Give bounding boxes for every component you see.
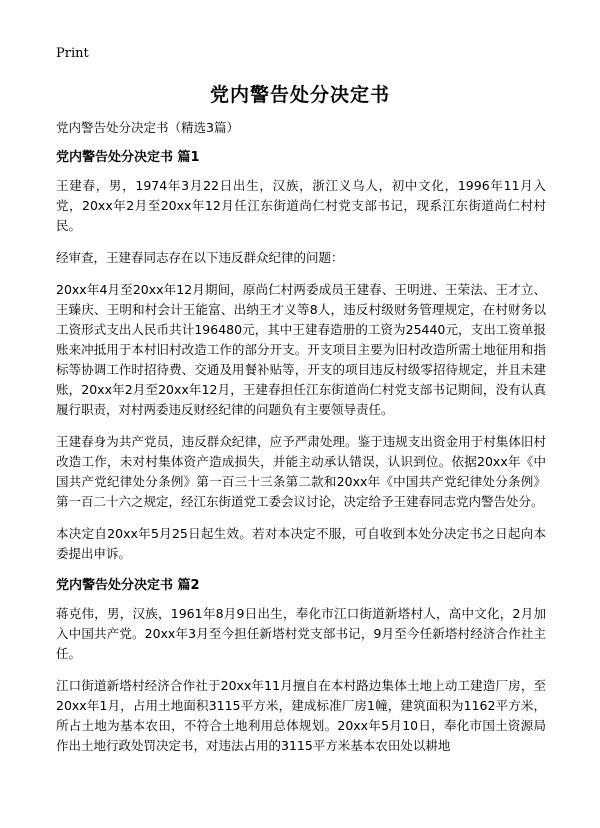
section-heading: 党内警告处分决定书 篇1 [56,150,200,165]
paragraph: 经审查，王建春同志存在以下违反群众纪律的问题： [56,250,344,265]
section-2 [56,576,546,756]
paragraph: 蒋克伟，男，汉族，1961年8月9日出生，奉化市江口街道新塔村人，高中文化，2月加入中国共产党。20xx年3月至今担任新塔村党支部书记，9月至今任新塔村经济合作社主任。 [56,606,546,661]
print-label: Print [56,46,89,61]
document-title: 党内警告处分决定书 [209,84,390,106]
paragraph: 本决定自20xx年5月25日起生效。若对本决定不服，可自收到本处分决定书之日起向本委提出申诉。 [56,526,546,561]
paragraph: 王建春，男，1974年3月22日出生，汉族，浙江义乌人，初中文化，1996年11月入党，20xx年2月至20xx年12月任江东街道尚仁村党支部书记，现系江东街道尚仁村村民。 [56,178,546,233]
section-heading: 党内警告处分决定书 篇2 [56,578,200,593]
paragraph: 王建春身为共产党员，违反群众纪律，应予严肃处理。鉴于违规支出资金用于村集体旧村改造工作，未对村集体资产造成损失，并能主动承认错误，认识到位。依据20xx年《中国共产党纪律处分条例》第一百三十三条第二款和20xx年《中国共产党纪律处分条例》第一百二十六之规定，经江东街道党工委会议讨论，决定给予王建春同志党内警告处分。 [56,434,546,509]
paragraph: 江口街道新塔村经济合作社于20xx年11月擅自在本村路边集体土地上动工建造厂房，至20xx年1月，占用土地面积3115平方米，建成标准厂房1幢，建筑面积为1162平方米，所占土地为基本农田，不符合土地利用总体规划。20xx年5月10日，奉化市国土资源局作出土地行政处罚决定书，对违法占用的3115平方米基本农田处以耕地 [56,678,546,753]
section-1 [56,148,546,564]
document-body [56,118,546,768]
document-subtitle: 党内警告处分决定书（精选3篇） [56,120,239,135]
paragraph: 20xx年4月至20xx年12月期间，原尚仁村两委成员王建春、王明进、王荣法、王才立、王臻庆、王明和村会计王能富、出纳王才义等8人，违反村级财务管理规定，在村财务以工资形式支出人民币共计196480元，其中王建春造册的工资为25440元，支出工资单报账来冲抵用于本村旧村改造工作的部分开支。开支项目主要为旧村改造所需土地征用和指标等协调工作时招待费、交通及用餐补贴等，开支的项目违反村级零招待规定，并且未建账，20xx年2月至20xx年12月，王建春担任江东街道尚仁村党支部书记期间，没有认真履行职责，对村两委违反财经纪律的问题负有主要领导责任。 [56,282,546,417]
